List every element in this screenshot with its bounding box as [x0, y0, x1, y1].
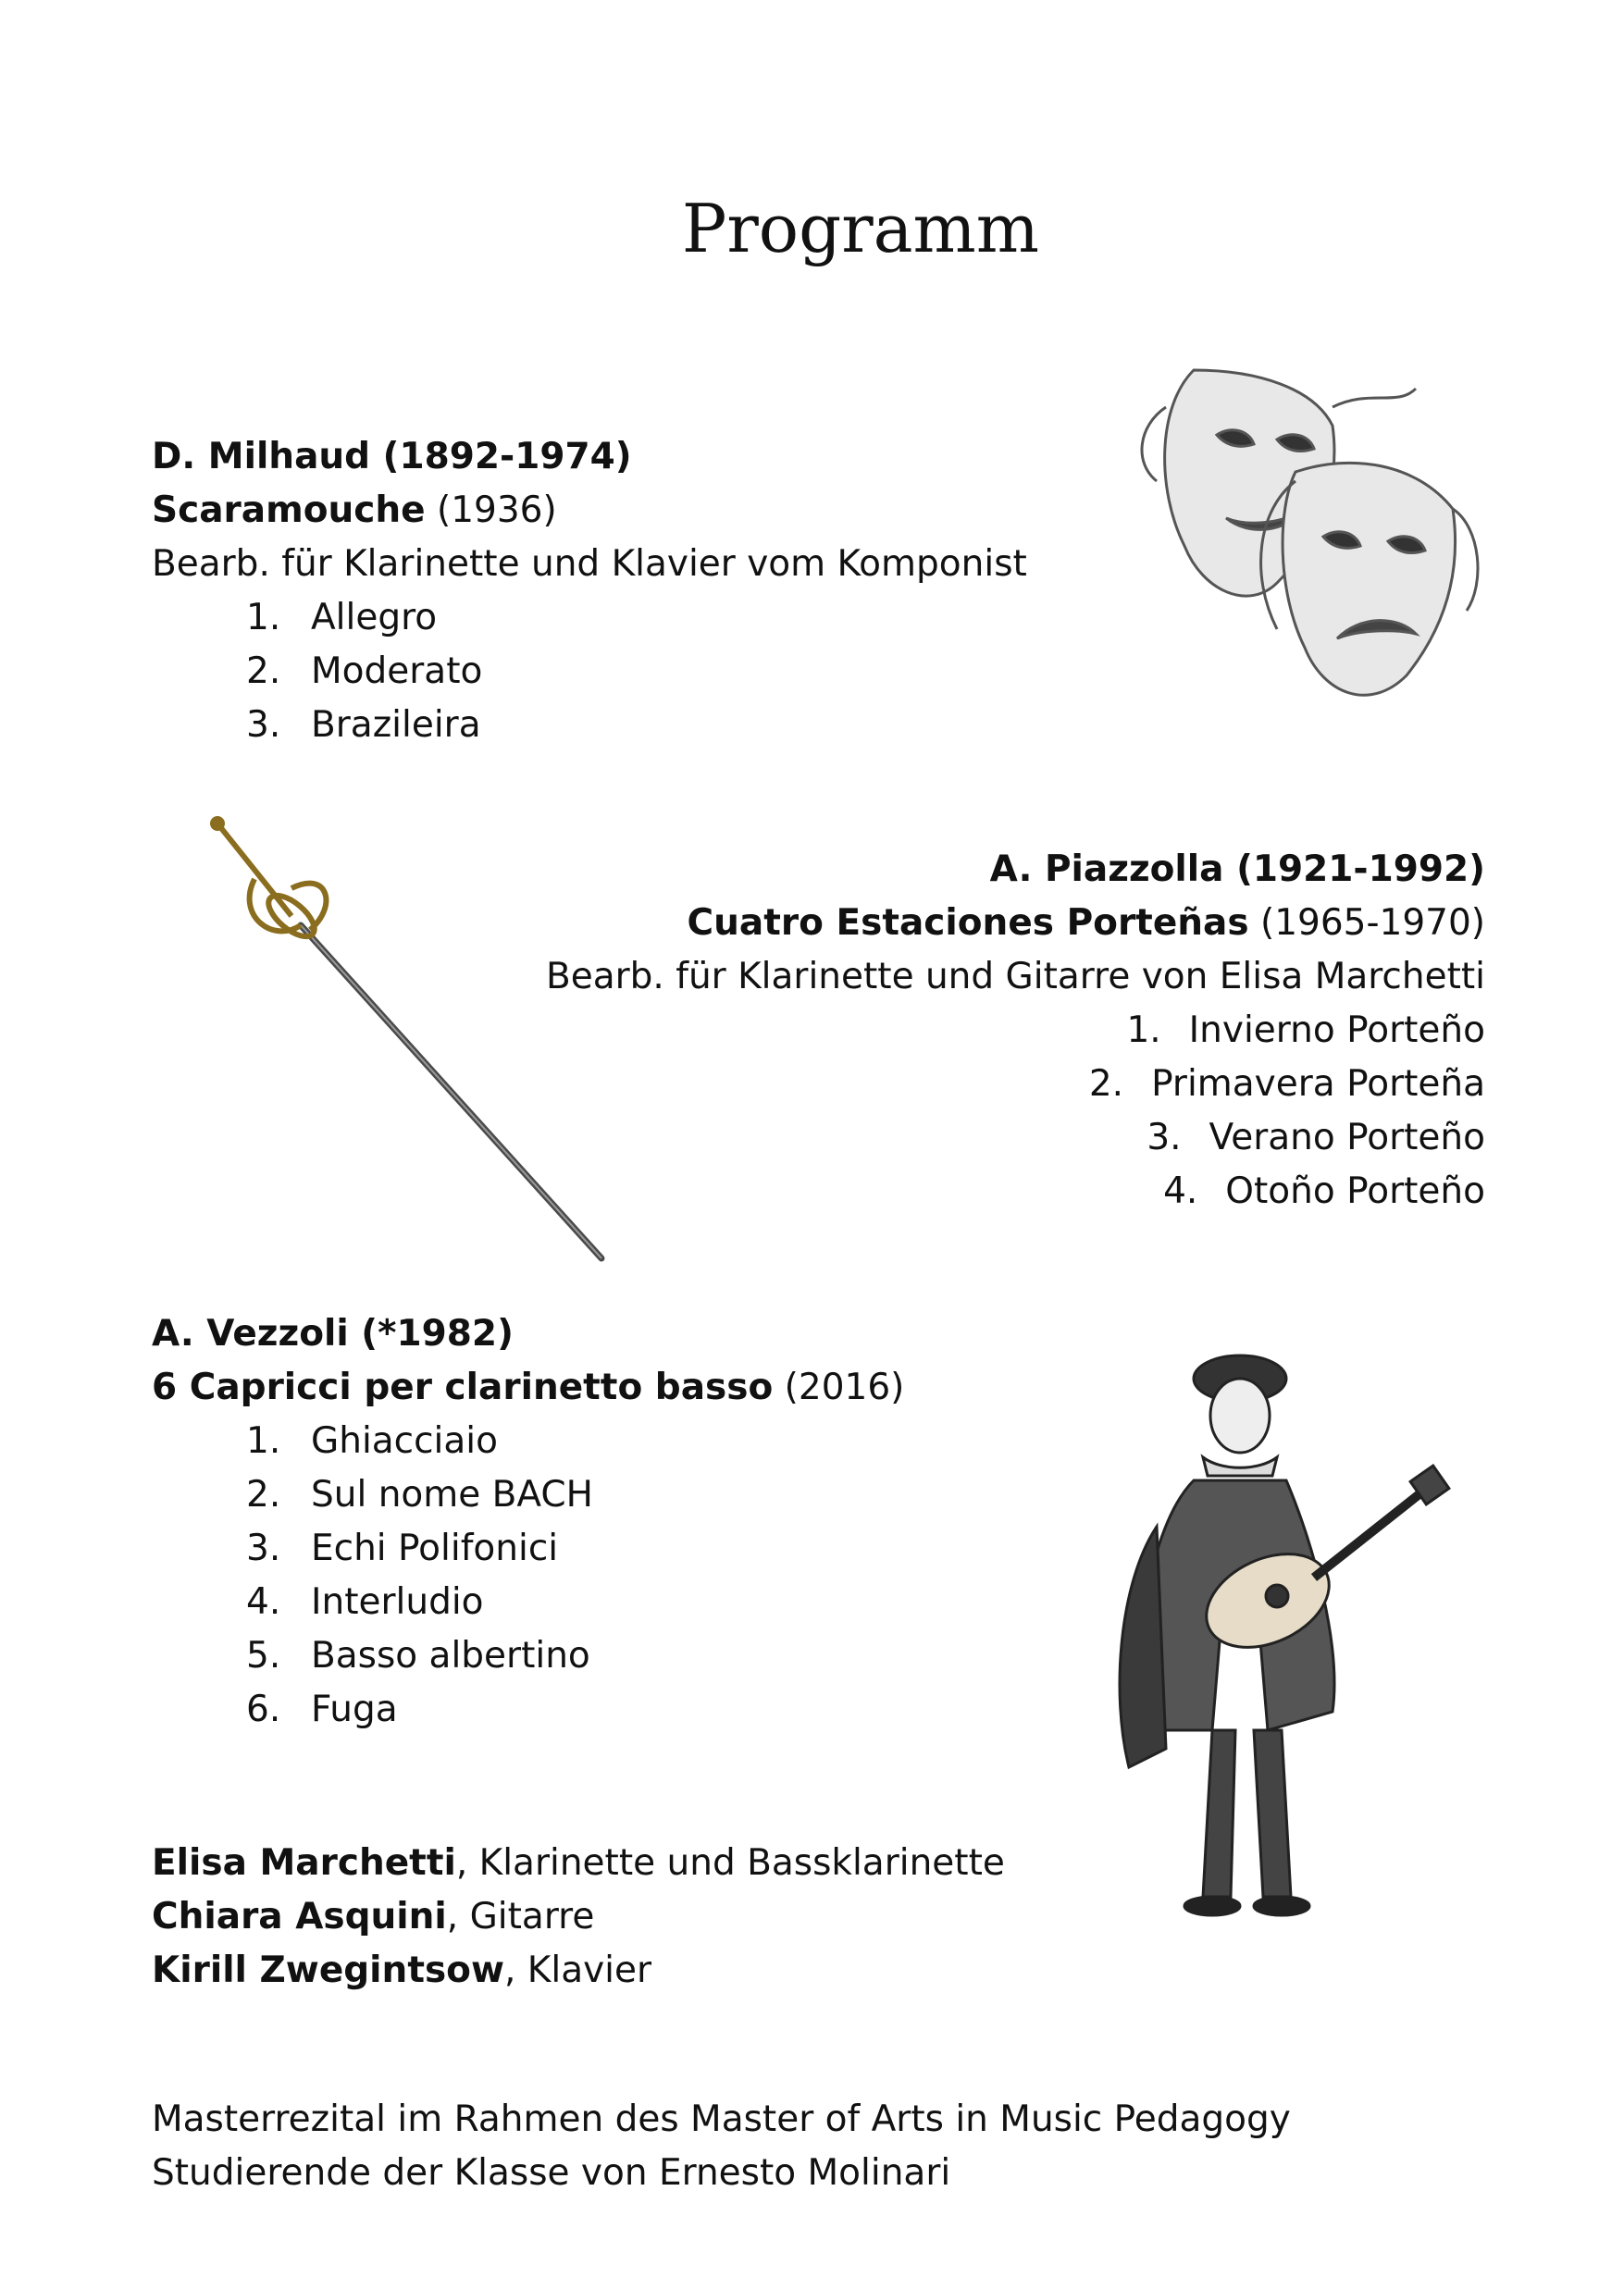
- work-title: Scaramouche: [152, 489, 426, 531]
- work-title-line: [152, 484, 1027, 538]
- footer-note: [152, 2093, 1291, 2200]
- work-year: (1936): [437, 489, 557, 531]
- movement-list: [152, 1415, 904, 1737]
- work-title-line: [152, 1361, 904, 1415]
- movement-number: 1.: [1126, 1009, 1161, 1051]
- arrangement-note: Bearb. für Klarinette und Gitarre von Elisa Marchetti: [545, 956, 1485, 997]
- piece-milhaud: [152, 430, 1027, 752]
- piece-vezzoli: [152, 1307, 904, 1737]
- arrangement-note: Bearb. für Klarinette und Klavier vom Komponist: [152, 543, 1027, 585]
- performer: [152, 1944, 1005, 1998]
- movement-item: [546, 1004, 1485, 1058]
- movement-list: [546, 1004, 1485, 1219]
- movement-list: [152, 591, 1027, 752]
- movement-number: 3.: [246, 1528, 281, 1569]
- performer-role: , Klavier: [504, 1950, 652, 1991]
- movement-name: Ghiacciaio: [311, 1420, 498, 1462]
- movement-item: [246, 1415, 904, 1468]
- composer-name: A. Piazzolla (1921-1992): [989, 848, 1485, 890]
- movement-name: Allegro: [311, 597, 438, 638]
- movement-item: [246, 645, 1027, 699]
- movement-item: [546, 1058, 1485, 1111]
- movement-item: [246, 699, 1027, 752]
- movement-name: Echi Polifonici: [311, 1528, 559, 1569]
- movement-item: [246, 1629, 904, 1683]
- performers-list: [152, 1837, 1005, 1998]
- movement-number: 1.: [246, 597, 281, 638]
- composer-name: D. Milhaud (1892-1974): [152, 436, 632, 477]
- movement-name: Brazileira: [311, 704, 481, 746]
- movement-name: Otoño Porteño: [1225, 1170, 1485, 1212]
- movement-name: Sul nome BACH: [311, 1474, 593, 1516]
- performer-role: , Klarinette und Bassklarinette: [455, 1842, 1005, 1884]
- movement-name: Invierno Porteño: [1188, 1009, 1485, 1051]
- performer: [152, 1837, 1005, 1890]
- work-title-line: [546, 897, 1485, 950]
- movement-number: 2.: [246, 650, 281, 692]
- movement-number: 1.: [246, 1420, 281, 1462]
- movement-number: 4.: [246, 1581, 281, 1623]
- footer-line-1: Masterrezital im Rahmen des Master of Arts in Music Pedagogy: [152, 2098, 1291, 2140]
- theater-masks-icon: [1138, 352, 1490, 722]
- movement-name: Fuga: [311, 1689, 398, 1730]
- movement-item: [246, 1468, 904, 1522]
- performer: [152, 1890, 1005, 1944]
- movement-number: 2.: [1088, 1063, 1124, 1105]
- movement-number: 6.: [246, 1689, 281, 1730]
- movement-item: [546, 1165, 1485, 1219]
- footer-line-2: Studierende der Klasse von Ernesto Molinari: [152, 2152, 951, 2194]
- movement-item: [246, 1683, 904, 1737]
- movement-name: Moderato: [311, 650, 483, 692]
- movement-number: 3.: [246, 704, 281, 746]
- piece-piazzolla: [546, 843, 1485, 1219]
- movement-item: [246, 1522, 904, 1576]
- movement-name: Primavera Porteña: [1151, 1063, 1485, 1105]
- movement-item: [546, 1111, 1485, 1165]
- movement-number: 4.: [1163, 1170, 1198, 1212]
- composer-name: A. Vezzoli (*1982): [152, 1313, 514, 1355]
- work-year: (2016): [784, 1367, 905, 1408]
- movement-item: [246, 591, 1027, 645]
- movement-number: 2.: [246, 1474, 281, 1516]
- performer-name: Kirill Zwegintsow: [152, 1950, 504, 1991]
- work-year: (1965-1970): [1259, 902, 1485, 944]
- movement-number: 5.: [246, 1635, 281, 1677]
- performer-name: Chiara Asquini: [152, 1896, 447, 1937]
- movement-number: 3.: [1147, 1117, 1182, 1158]
- movement-item: [246, 1576, 904, 1629]
- performer-role: , Gitarre: [446, 1896, 595, 1937]
- movement-name: Interludio: [311, 1581, 484, 1623]
- troubadour-guitarist-icon: [1092, 1342, 1499, 1952]
- movement-name: Verano Porteño: [1209, 1117, 1485, 1158]
- movement-name: Basso albertino: [311, 1635, 590, 1677]
- work-title: Cuatro Estaciones Porteñas: [687, 902, 1249, 944]
- performer-name: Elisa Marchetti: [152, 1842, 456, 1884]
- work-title: 6 Capricci per clarinetto basso: [152, 1367, 774, 1408]
- page-title: Programm: [681, 190, 1040, 267]
